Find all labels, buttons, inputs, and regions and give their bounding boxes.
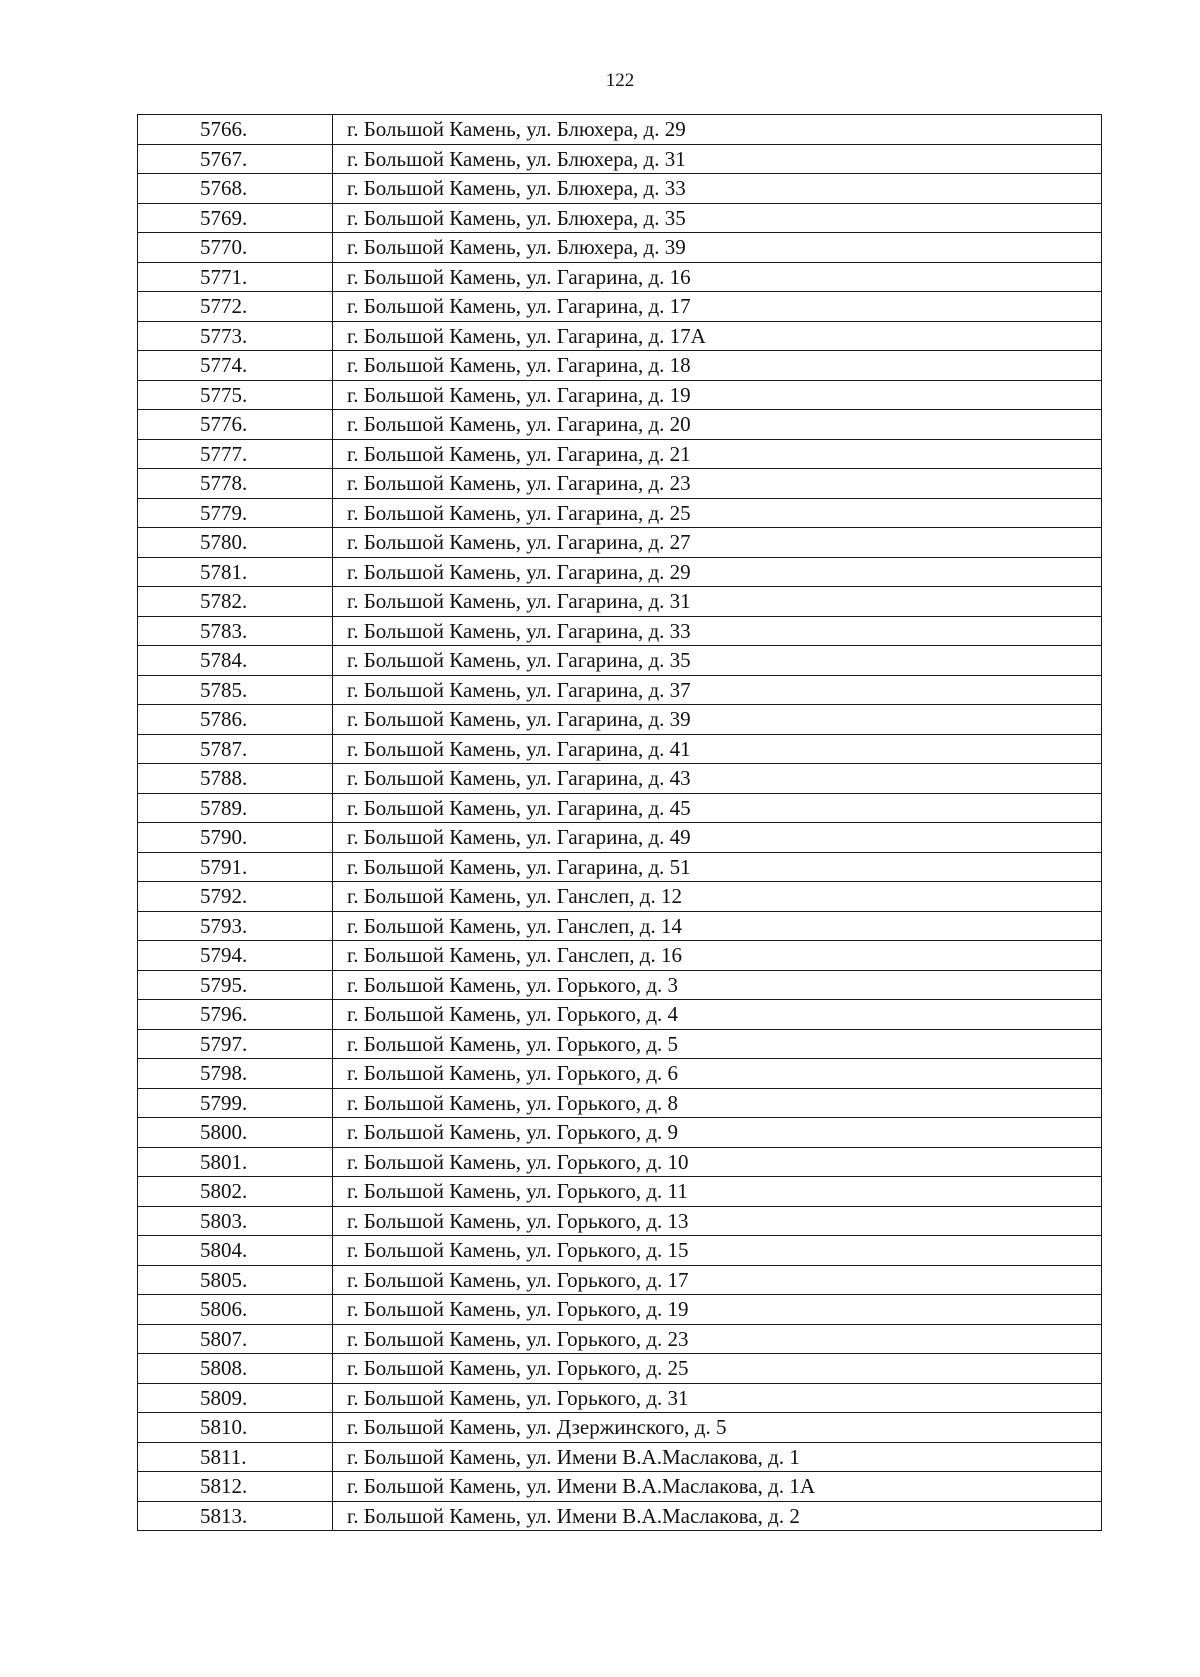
table-row xyxy=(138,1295,1102,1325)
table-row xyxy=(138,616,1102,646)
row-address: г. Большой Камень, ул. Гагарина, д. 45 xyxy=(333,793,1102,823)
table-row xyxy=(138,1029,1102,1059)
row-number: 5790. xyxy=(138,823,333,853)
table-row xyxy=(138,793,1102,823)
row-number: 5799. xyxy=(138,1088,333,1118)
table-row xyxy=(138,528,1102,558)
row-address: г. Большой Камень, ул. Горького, д. 31 xyxy=(333,1383,1102,1413)
table-row xyxy=(138,469,1102,499)
row-address: г. Большой Камень, ул. Гагарина, д. 29 xyxy=(333,557,1102,587)
table-row xyxy=(138,1059,1102,1089)
row-address: г. Большой Камень, ул. Имени В.А.Маслакова, д. 1 xyxy=(333,1442,1102,1472)
row-number: 5778. xyxy=(138,469,333,499)
row-number: 5780. xyxy=(138,528,333,558)
row-number: 5774. xyxy=(138,351,333,381)
row-address: г. Большой Камень, ул. Горького, д. 13 xyxy=(333,1206,1102,1236)
row-address: г. Большой Камень, ул. Горького, д. 9 xyxy=(333,1118,1102,1148)
row-number: 5777. xyxy=(138,439,333,469)
row-number: 5807. xyxy=(138,1324,333,1354)
row-address: г. Большой Камень, ул. Горького, д. 25 xyxy=(333,1354,1102,1384)
row-address: г. Большой Камень, ул. Гагарина, д. 19 xyxy=(333,380,1102,410)
row-address: г. Большой Камень, ул. Гагарина, д. 43 xyxy=(333,764,1102,794)
row-number: 5798. xyxy=(138,1059,333,1089)
row-number: 5771. xyxy=(138,262,333,292)
row-address: г. Большой Камень, ул. Горького, д. 15 xyxy=(333,1236,1102,1266)
row-address: г. Большой Камень, ул. Горького, д. 8 xyxy=(333,1088,1102,1118)
row-address: г. Большой Камень, ул. Гагарина, д. 33 xyxy=(333,616,1102,646)
row-address: г. Большой Камень, ул. Гагарина, д. 20 xyxy=(333,410,1102,440)
table-row xyxy=(138,321,1102,351)
table-row xyxy=(138,410,1102,440)
row-number: 5782. xyxy=(138,587,333,617)
table-row xyxy=(138,941,1102,971)
table-row xyxy=(138,292,1102,322)
row-address: г. Большой Камень, ул. Гагарина, д. 39 xyxy=(333,705,1102,735)
table-row xyxy=(138,233,1102,263)
row-number: 5776. xyxy=(138,410,333,440)
row-number: 5793. xyxy=(138,911,333,941)
table-row xyxy=(138,1118,1102,1148)
row-address: г. Большой Камень, ул. Гагарина, д. 41 xyxy=(333,734,1102,764)
row-number: 5786. xyxy=(138,705,333,735)
table-row xyxy=(138,1324,1102,1354)
row-address: г. Большой Камень, ул. Блюхера, д. 39 xyxy=(333,233,1102,263)
row-address: г. Большой Камень, ул. Гагарина, д. 18 xyxy=(333,351,1102,381)
table-row xyxy=(138,262,1102,292)
row-number: 5768. xyxy=(138,174,333,204)
table-row xyxy=(138,587,1102,617)
row-address: г. Большой Камень, ул. Гагарина, д. 49 xyxy=(333,823,1102,853)
row-address: г. Большой Камень, ул. Гагарина, д. 25 xyxy=(333,498,1102,528)
table-row xyxy=(138,1413,1102,1443)
table-row xyxy=(138,203,1102,233)
row-number: 5795. xyxy=(138,970,333,1000)
address-table xyxy=(137,114,1102,1531)
row-address: г. Большой Камень, ул. Горького, д. 19 xyxy=(333,1295,1102,1325)
row-address: г. Большой Камень, ул. Ганслеп, д. 16 xyxy=(333,941,1102,971)
row-number: 5788. xyxy=(138,764,333,794)
row-number: 5785. xyxy=(138,675,333,705)
table-row xyxy=(138,1177,1102,1207)
row-address: г. Большой Камень, ул. Гагарина, д. 16 xyxy=(333,262,1102,292)
row-number: 5772. xyxy=(138,292,333,322)
table-row xyxy=(138,705,1102,735)
table-row xyxy=(138,1265,1102,1295)
table-row xyxy=(138,1088,1102,1118)
row-number: 5783. xyxy=(138,616,333,646)
table-row xyxy=(138,439,1102,469)
table-row xyxy=(138,1354,1102,1384)
row-number: 5766. xyxy=(138,115,333,145)
row-address: г. Большой Камень, ул. Горького, д. 23 xyxy=(333,1324,1102,1354)
row-address: г. Большой Камень, ул. Гагарина, д. 35 xyxy=(333,646,1102,676)
row-address: г. Большой Камень, ул. Гагарина, д. 17А xyxy=(333,321,1102,351)
row-address: г. Большой Камень, ул. Горького, д. 10 xyxy=(333,1147,1102,1177)
table-row xyxy=(138,1383,1102,1413)
row-address: г. Большой Камень, ул. Гагарина, д. 17 xyxy=(333,292,1102,322)
row-number: 5805. xyxy=(138,1265,333,1295)
address-table-container xyxy=(137,114,1102,1531)
row-number: 5769. xyxy=(138,203,333,233)
row-number: 5773. xyxy=(138,321,333,351)
address-table-body xyxy=(138,115,1102,1531)
row-address: г. Большой Камень, ул. Гагарина, д. 21 xyxy=(333,439,1102,469)
row-address: г. Большой Камень, ул. Гагарина, д. 31 xyxy=(333,587,1102,617)
row-number: 5806. xyxy=(138,1295,333,1325)
row-number: 5770. xyxy=(138,233,333,263)
table-row xyxy=(138,646,1102,676)
table-row xyxy=(138,1000,1102,1030)
table-row xyxy=(138,1236,1102,1266)
table-row xyxy=(138,734,1102,764)
row-address: г. Большой Камень, ул. Гагарина, д. 23 xyxy=(333,469,1102,499)
table-row xyxy=(138,557,1102,587)
row-number: 5784. xyxy=(138,646,333,676)
row-number: 5813. xyxy=(138,1501,333,1531)
row-address: г. Большой Камень, ул. Горького, д. 5 xyxy=(333,1029,1102,1059)
row-address: г. Большой Камень, ул. Ганслеп, д. 14 xyxy=(333,911,1102,941)
row-number: 5781. xyxy=(138,557,333,587)
table-row xyxy=(138,970,1102,1000)
row-address: г. Большой Камень, ул. Гагарина, д. 27 xyxy=(333,528,1102,558)
page-number: 122 xyxy=(605,70,635,91)
row-number: 5802. xyxy=(138,1177,333,1207)
table-row xyxy=(138,351,1102,381)
row-number: 5800. xyxy=(138,1118,333,1148)
row-address: г. Большой Камень, ул. Гагарина, д. 37 xyxy=(333,675,1102,705)
row-number: 5810. xyxy=(138,1413,333,1443)
table-row xyxy=(138,1472,1102,1502)
row-number: 5789. xyxy=(138,793,333,823)
table-row xyxy=(138,115,1102,145)
table-row xyxy=(138,174,1102,204)
row-number: 5792. xyxy=(138,882,333,912)
row-address: г. Большой Камень, ул. Горького, д. 11 xyxy=(333,1177,1102,1207)
row-address: г. Большой Камень, ул. Имени В.А.Маслакова, д. 1А xyxy=(333,1472,1102,1502)
row-address: г. Большой Камень, ул. Блюхера, д. 33 xyxy=(333,174,1102,204)
table-row xyxy=(138,764,1102,794)
row-address: г. Большой Камень, ул. Гагарина, д. 51 xyxy=(333,852,1102,882)
row-number: 5801. xyxy=(138,1147,333,1177)
row-address: г. Большой Камень, ул. Блюхера, д. 35 xyxy=(333,203,1102,233)
row-number: 5775. xyxy=(138,380,333,410)
table-row xyxy=(138,1147,1102,1177)
row-address: г. Большой Камень, ул. Имени В.А.Маслакова, д. 2 xyxy=(333,1501,1102,1531)
row-number: 5812. xyxy=(138,1472,333,1502)
row-number: 5794. xyxy=(138,941,333,971)
row-number: 5808. xyxy=(138,1354,333,1384)
table-row xyxy=(138,852,1102,882)
table-row xyxy=(138,1442,1102,1472)
table-row xyxy=(138,144,1102,174)
table-row xyxy=(138,1206,1102,1236)
row-address: г. Большой Камень, ул. Горького, д. 17 xyxy=(333,1265,1102,1295)
row-address: г. Большой Камень, ул. Дзержинского, д. 5 xyxy=(333,1413,1102,1443)
row-number: 5779. xyxy=(138,498,333,528)
row-number: 5804. xyxy=(138,1236,333,1266)
row-address: г. Большой Камень, ул. Блюхера, д. 31 xyxy=(333,144,1102,174)
table-row xyxy=(138,498,1102,528)
table-row xyxy=(138,911,1102,941)
row-number: 5796. xyxy=(138,1000,333,1030)
table-row xyxy=(138,882,1102,912)
table-row xyxy=(138,675,1102,705)
row-address: г. Большой Камень, ул. Горького, д. 6 xyxy=(333,1059,1102,1089)
row-number: 5767. xyxy=(138,144,333,174)
row-number: 5811. xyxy=(138,1442,333,1472)
row-address: г. Большой Камень, ул. Блюхера, д. 29 xyxy=(333,115,1102,145)
table-row xyxy=(138,380,1102,410)
row-number: 5809. xyxy=(138,1383,333,1413)
row-address: г. Большой Камень, ул. Горького, д. 4 xyxy=(333,1000,1102,1030)
table-row xyxy=(138,1501,1102,1531)
row-address: г. Большой Камень, ул. Горького, д. 3 xyxy=(333,970,1102,1000)
row-address: г. Большой Камень, ул. Ганслеп, д. 12 xyxy=(333,882,1102,912)
row-number: 5803. xyxy=(138,1206,333,1236)
table-row xyxy=(138,823,1102,853)
row-number: 5797. xyxy=(138,1029,333,1059)
row-number: 5791. xyxy=(138,852,333,882)
row-number: 5787. xyxy=(138,734,333,764)
